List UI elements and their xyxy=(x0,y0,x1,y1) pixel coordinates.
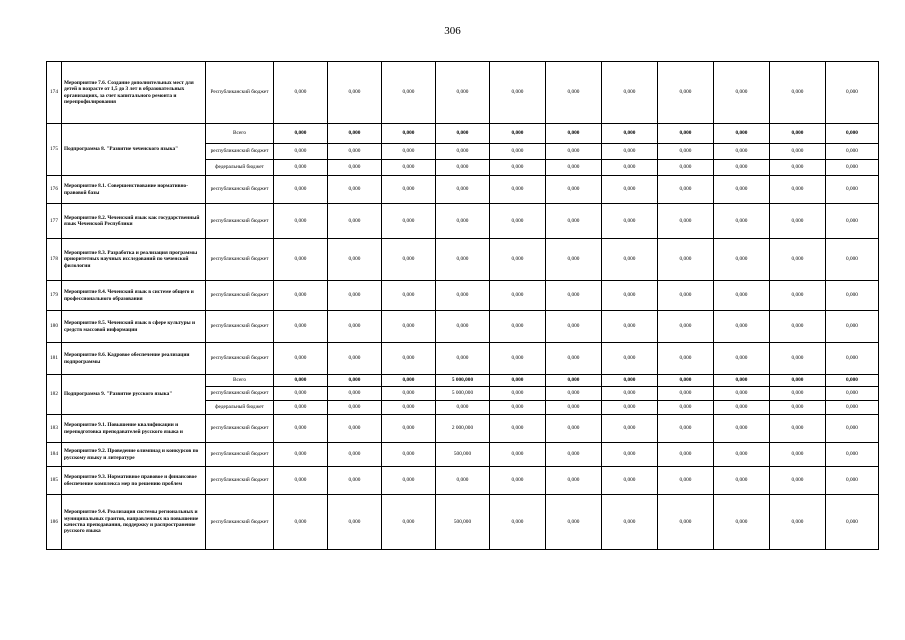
budget-value: 0,000 xyxy=(546,495,602,550)
row-number: 185 xyxy=(47,467,62,495)
budget-value: 0,000 xyxy=(658,281,714,311)
budget-value: 0,000 xyxy=(490,467,546,495)
budget-value: 0,000 xyxy=(602,281,658,311)
budget-value: 0,000 xyxy=(490,124,546,144)
row-number: 182 xyxy=(47,375,62,415)
budget-value: 0,000 xyxy=(770,311,826,343)
funding-source: республиканский бюджет xyxy=(206,311,274,343)
budget-value: 0,000 xyxy=(328,375,382,387)
budget-value: 0,000 xyxy=(436,343,490,375)
table-row xyxy=(47,495,879,550)
budget-value: 0,000 xyxy=(546,387,602,401)
budget-value: 0,000 xyxy=(714,62,770,124)
budget-value: 0,000 xyxy=(714,281,770,311)
budget-value: 0,000 xyxy=(714,375,770,387)
program-name: Мероприятие 8.6. Кадровое обеспечение реализации подпрограммы xyxy=(62,343,206,375)
table-row xyxy=(47,467,879,495)
budget-value: 0,000 xyxy=(328,281,382,311)
budget-value: 0,000 xyxy=(328,176,382,204)
budget-value: 0,000 xyxy=(274,467,328,495)
budget-value: 0,000 xyxy=(546,160,602,176)
budget-value: 0,000 xyxy=(714,204,770,239)
program-name: Мероприятие 9.4. Реализация системы региональных и муниципальных грантов, направленных на повышение качества преподавания, поддержку и распространение русского языка xyxy=(62,495,206,550)
budget-value: 0,000 xyxy=(770,343,826,375)
budget-value: 0,000 xyxy=(826,387,879,401)
budget-value: 0,000 xyxy=(546,176,602,204)
budget-value: 0,000 xyxy=(328,343,382,375)
budget-value: 0,000 xyxy=(714,160,770,176)
budget-value: 0,000 xyxy=(274,124,328,144)
budget-value: 0,000 xyxy=(602,443,658,467)
budget-value: 0,000 xyxy=(770,495,826,550)
funding-source: республиканский бюджет xyxy=(206,281,274,311)
budget-value: 0,000 xyxy=(274,239,328,281)
budget-value: 0,000 xyxy=(382,204,436,239)
budget-value: 0,000 xyxy=(436,467,490,495)
budget-value: 0,000 xyxy=(546,343,602,375)
budget-value: 0,000 xyxy=(714,124,770,144)
budget-value: 0,000 xyxy=(658,311,714,343)
funding-source: Всего xyxy=(206,375,274,387)
budget-value: 0,000 xyxy=(770,401,826,415)
budget-value: 0,000 xyxy=(490,144,546,160)
budget-value: 0,000 xyxy=(770,281,826,311)
budget-value: 0,000 xyxy=(382,281,436,311)
budget-value: 0,000 xyxy=(382,443,436,467)
table-row xyxy=(47,311,879,343)
budget-value: 0,000 xyxy=(770,204,826,239)
row-number: 178 xyxy=(47,239,62,281)
budget-value: 0,000 xyxy=(826,124,879,144)
budget-value: 0,000 xyxy=(490,401,546,415)
budget-value: 0,000 xyxy=(714,144,770,160)
budget-value: 0,000 xyxy=(602,375,658,387)
budget-value: 0,000 xyxy=(382,387,436,401)
budget-value: 0,000 xyxy=(382,495,436,550)
budget-value: 0,000 xyxy=(546,415,602,443)
funding-source: федеральный бюджет xyxy=(206,401,274,415)
program-name: Мероприятие 8.1. Совершенствование нормативно-правовой базы xyxy=(62,176,206,204)
budget-value: 0,000 xyxy=(602,311,658,343)
budget-value: 0,000 xyxy=(328,495,382,550)
budget-value: 0,000 xyxy=(328,311,382,343)
budget-value: 0,000 xyxy=(436,204,490,239)
budget-value: 0,000 xyxy=(658,401,714,415)
funding-source: республиканский бюджет xyxy=(206,467,274,495)
budget-value: 0,000 xyxy=(328,204,382,239)
budget-value: 0,000 xyxy=(602,467,658,495)
budget-value: 0,000 xyxy=(328,239,382,281)
table-row xyxy=(47,281,879,311)
budget-value: 0,000 xyxy=(602,495,658,550)
budget-value: 0,000 xyxy=(382,62,436,124)
funding-source: республиканский бюджет xyxy=(206,204,274,239)
budget-value: 0,000 xyxy=(546,375,602,387)
budget-value: 0,000 xyxy=(826,239,879,281)
budget-value: 0,000 xyxy=(274,281,328,311)
budget-value: 0,000 xyxy=(546,401,602,415)
budget-value: 0,000 xyxy=(770,62,826,124)
budget-value: 0,000 xyxy=(714,343,770,375)
budget-value: 0,000 xyxy=(274,144,328,160)
budget-value: 0,000 xyxy=(490,281,546,311)
budget-value: 0,000 xyxy=(770,160,826,176)
budget-value: 0,000 xyxy=(770,387,826,401)
budget-value: 0,000 xyxy=(328,144,382,160)
program-name: Мероприятие 9.1. Повышение квалификации и переподготовка преподавателей русского языка и xyxy=(62,415,206,443)
budget-value: 0,000 xyxy=(602,160,658,176)
row-number: 176 xyxy=(47,176,62,204)
budget-value: 0,000 xyxy=(382,311,436,343)
budget-value: 0,000 xyxy=(382,467,436,495)
budget-value: 0,000 xyxy=(274,401,328,415)
budget-value: 0,000 xyxy=(436,160,490,176)
table-row xyxy=(47,375,879,387)
budget-value: 0,000 xyxy=(826,144,879,160)
budget-value: 0,000 xyxy=(826,176,879,204)
program-name: Подпрограмма 9. "Развитие русского языка" xyxy=(62,375,206,415)
funding-source: республиканский бюджет xyxy=(206,443,274,467)
budget-value: 0,000 xyxy=(826,160,879,176)
program-name: Мероприятие 8.5. Чеченский язык в сфере культуры и средств массовой информации xyxy=(62,311,206,343)
budget-value: 0,000 xyxy=(714,415,770,443)
budget-value: 0,000 xyxy=(714,401,770,415)
budget-value: 0,000 xyxy=(602,204,658,239)
budget-value: 0,000 xyxy=(658,239,714,281)
budget-value: 0,000 xyxy=(658,467,714,495)
budget-value: 0,000 xyxy=(826,343,879,375)
budget-value: 5 000,000 xyxy=(436,387,490,401)
budget-value: 0,000 xyxy=(826,311,879,343)
table-row xyxy=(47,176,879,204)
budget-value: 0,000 xyxy=(826,443,879,467)
budget-value: 0,000 xyxy=(382,375,436,387)
budget-value: 0,000 xyxy=(714,443,770,467)
budget-value: 2 000,000 xyxy=(436,415,490,443)
row-number: 177 xyxy=(47,204,62,239)
budget-value: 0,000 xyxy=(714,311,770,343)
budget-value: 0,000 xyxy=(770,415,826,443)
budget-value: 0,000 xyxy=(658,144,714,160)
row-number: 184 xyxy=(47,443,62,467)
funding-source: федеральный бюджет xyxy=(206,160,274,176)
program-name: Мероприятие 9.2. Проведение олимпиад и конкурсов по русскому языку и литературе xyxy=(62,443,206,467)
funding-source: республиканский бюджет xyxy=(206,415,274,443)
funding-source: республиканский бюджет xyxy=(206,387,274,401)
budget-value: 0,000 xyxy=(274,176,328,204)
budget-value: 0,000 xyxy=(274,375,328,387)
budget-value: 0,000 xyxy=(658,62,714,124)
budget-value: 0,000 xyxy=(826,415,879,443)
budget-value: 0,000 xyxy=(826,401,879,415)
budget-value: 0,000 xyxy=(658,124,714,144)
budget-value: 0,000 xyxy=(714,176,770,204)
row-number: 183 xyxy=(47,415,62,443)
budget-value: 0,000 xyxy=(382,176,436,204)
budget-value: 0,000 xyxy=(826,281,879,311)
budget-value: 0,000 xyxy=(658,176,714,204)
budget-value: 0,000 xyxy=(274,311,328,343)
budget-value: 0,000 xyxy=(714,239,770,281)
budget-value: 0,000 xyxy=(546,311,602,343)
program-name: Подпрограмма 8. "Развитие чеченского языка" xyxy=(62,124,206,176)
budget-value: 0,000 xyxy=(546,62,602,124)
table-row xyxy=(47,443,879,467)
budget-value: 0,000 xyxy=(602,144,658,160)
budget-value: 0,000 xyxy=(658,343,714,375)
budget-value: 0,000 xyxy=(826,62,879,124)
budget-value: 0,000 xyxy=(602,401,658,415)
table-row xyxy=(47,343,879,375)
budget-value: 0,000 xyxy=(770,443,826,467)
budget-value: 0,000 xyxy=(490,443,546,467)
table-row xyxy=(47,124,879,144)
row-number: 181 xyxy=(47,343,62,375)
budget-value: 0,000 xyxy=(328,160,382,176)
budget-value: 0,000 xyxy=(602,415,658,443)
budget-value: 0,000 xyxy=(436,176,490,204)
budget-value: 0,000 xyxy=(546,239,602,281)
budget-value: 0,000 xyxy=(490,495,546,550)
table-row xyxy=(47,204,879,239)
budget-value: 0,000 xyxy=(658,204,714,239)
budget-value: 0,000 xyxy=(546,443,602,467)
budget-value: 0,000 xyxy=(274,495,328,550)
program-name: Мероприятие 8.2. Чеченский язык как государственный язык Чеченской Республики xyxy=(62,204,206,239)
budget-value: 0,000 xyxy=(490,343,546,375)
budget-value: 0,000 xyxy=(274,443,328,467)
funding-source: Республиканский бюджет xyxy=(206,62,274,124)
budget-value: 0,000 xyxy=(382,239,436,281)
budget-table xyxy=(46,61,879,550)
budget-value: 0,000 xyxy=(602,343,658,375)
budget-value: 0,000 xyxy=(436,311,490,343)
budget-value: 0,000 xyxy=(328,62,382,124)
budget-value: 0,000 xyxy=(382,124,436,144)
budget-value: 0,000 xyxy=(658,415,714,443)
budget-value: 0,000 xyxy=(382,144,436,160)
budget-value: 0,000 xyxy=(436,401,490,415)
budget-value: 0,000 xyxy=(602,239,658,281)
budget-value: 0,000 xyxy=(770,375,826,387)
budget-value: 0,000 xyxy=(490,415,546,443)
budget-value: 0,000 xyxy=(328,124,382,144)
budget-value: 0,000 xyxy=(546,467,602,495)
budget-value: 0,000 xyxy=(602,124,658,144)
budget-value: 0,000 xyxy=(274,160,328,176)
table-row xyxy=(47,239,879,281)
budget-value: 0,000 xyxy=(328,401,382,415)
program-name: Мероприятие 9.3. Нормативное правовое и финансовое обеспечение комплекса мер по решению проблем xyxy=(62,467,206,495)
budget-value: 0,000 xyxy=(490,239,546,281)
budget-value: 0,000 xyxy=(382,401,436,415)
budget-value: 0,000 xyxy=(714,387,770,401)
row-number: 186 xyxy=(47,495,62,550)
row-number: 174 xyxy=(47,62,62,124)
budget-value: 0,000 xyxy=(490,387,546,401)
program-name: Мероприятие 8.4. Чеченский язык в системе общего и профессионального образования xyxy=(62,281,206,311)
table-row xyxy=(47,62,879,124)
budget-value: 0,000 xyxy=(490,62,546,124)
budget-value: 0,000 xyxy=(436,239,490,281)
budget-value: 0,000 xyxy=(770,124,826,144)
budget-value: 0,000 xyxy=(658,375,714,387)
budget-value: 0,000 xyxy=(826,495,879,550)
funding-source: Всего xyxy=(206,124,274,144)
budget-value: 0,000 xyxy=(602,387,658,401)
budget-value: 0,000 xyxy=(274,415,328,443)
budget-value: 0,000 xyxy=(274,204,328,239)
budget-value: 0,000 xyxy=(328,467,382,495)
page-number: 306 xyxy=(444,25,461,37)
budget-value: 0,000 xyxy=(826,375,879,387)
budget-value: 0,000 xyxy=(714,495,770,550)
budget-value: 0,000 xyxy=(658,387,714,401)
budget-value: 0,000 xyxy=(546,281,602,311)
budget-value: 0,000 xyxy=(436,124,490,144)
budget-value: 0,000 xyxy=(826,204,879,239)
funding-source: республиканский бюджет xyxy=(206,176,274,204)
budget-value: 5 000,000 xyxy=(436,375,490,387)
funding-source: республиканский бюджет xyxy=(206,343,274,375)
funding-source: республиканский бюджет xyxy=(206,239,274,281)
budget-value: 0,000 xyxy=(382,343,436,375)
row-number: 180 xyxy=(47,311,62,343)
budget-value: 0,000 xyxy=(546,204,602,239)
budget-value: 0,000 xyxy=(436,281,490,311)
budget-value: 0,000 xyxy=(490,311,546,343)
budget-value: 0,000 xyxy=(602,176,658,204)
budget-value: 0,000 xyxy=(328,387,382,401)
program-name: Мероприятие 7.6. Создание дополнительных мест для детей в возрасте от 1,5 до 3 лет в образовательных организациях, за счет капитального ремонта и перепрофилирования xyxy=(62,62,206,124)
budget-value: 0,000 xyxy=(658,160,714,176)
budget-value: 0,000 xyxy=(658,495,714,550)
budget-value: 0,000 xyxy=(546,124,602,144)
funding-source: республиканский бюджет xyxy=(206,495,274,550)
budget-value: 0,000 xyxy=(382,415,436,443)
budget-value: 0,000 xyxy=(328,415,382,443)
budget-value: 0,000 xyxy=(274,62,328,124)
row-number: 175 xyxy=(47,124,62,176)
budget-value: 0,000 xyxy=(382,160,436,176)
budget-value: 0,000 xyxy=(770,176,826,204)
budget-value: 0,000 xyxy=(490,375,546,387)
budget-value: 500,000 xyxy=(436,495,490,550)
budget-value: 0,000 xyxy=(490,204,546,239)
budget-value: 0,000 xyxy=(770,467,826,495)
budget-value: 0,000 xyxy=(436,144,490,160)
funding-source: республиканский бюджет xyxy=(206,144,274,160)
budget-value: 0,000 xyxy=(826,467,879,495)
program-name: Мероприятие 8.3. Разработка и реализация программы приоритетных научных исследований по чеченской филологии xyxy=(62,239,206,281)
budget-value: 0,000 xyxy=(436,62,490,124)
budget-value: 0,000 xyxy=(274,343,328,375)
budget-value: 0,000 xyxy=(770,239,826,281)
budget-value: 0,000 xyxy=(602,62,658,124)
budget-value: 0,000 xyxy=(658,443,714,467)
budget-value: 0,000 xyxy=(770,144,826,160)
table-row xyxy=(47,415,879,443)
budget-value: 0,000 xyxy=(546,144,602,160)
budget-value: 0,000 xyxy=(490,176,546,204)
row-number: 179 xyxy=(47,281,62,311)
budget-value: 0,000 xyxy=(274,387,328,401)
budget-value: 0,000 xyxy=(490,160,546,176)
budget-value: 0,000 xyxy=(714,467,770,495)
budget-value: 500,000 xyxy=(436,443,490,467)
budget-value: 0,000 xyxy=(328,443,382,467)
